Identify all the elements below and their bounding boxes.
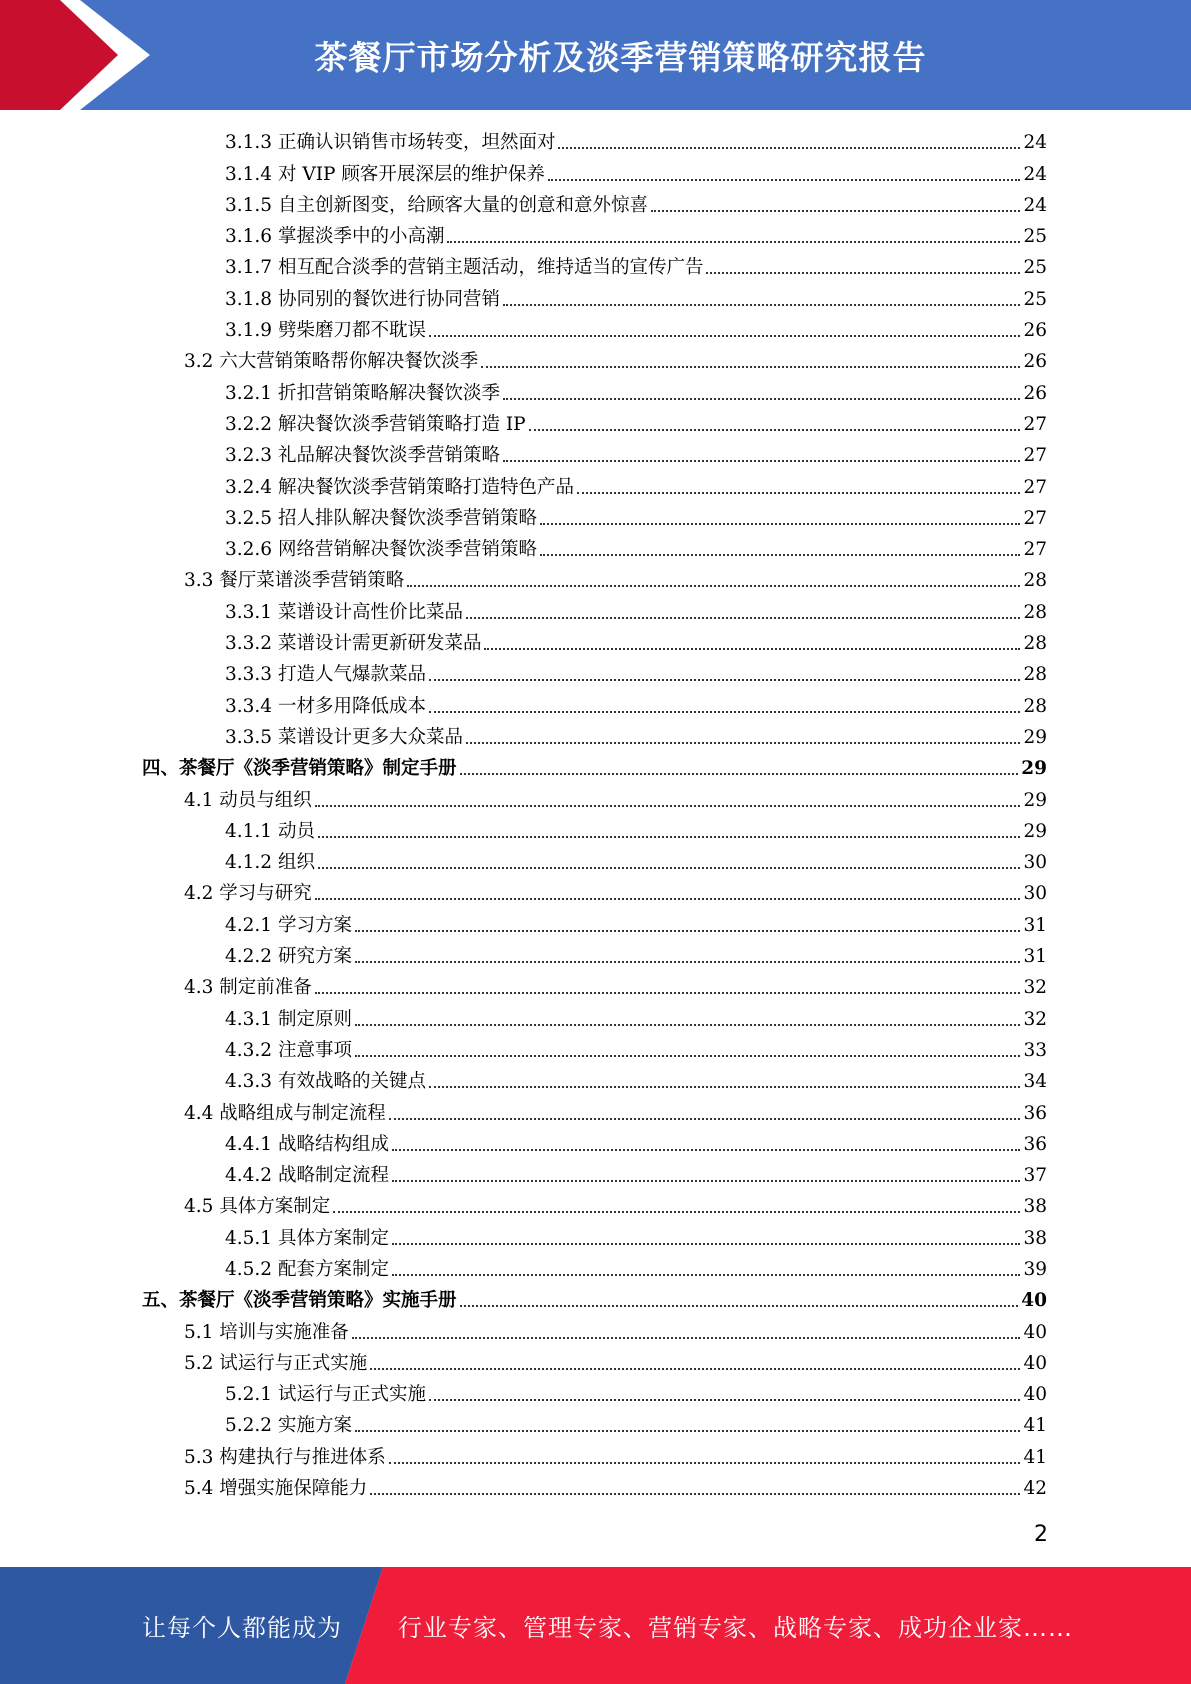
footer-slogan-left: 让每个人都能成为 (142, 1614, 342, 1642)
toc-entry-page: 27 (1023, 507, 1047, 529)
toc-entry-title: 4.1.2 组织 (225, 852, 315, 874)
toc-dot-leader (315, 992, 1021, 994)
toc-entry[interactable] (142, 690, 1047, 721)
toc-entry-title: 3.1.4 对 VIP 顾客开展深层的维护保养 (225, 163, 545, 185)
toc-dot-leader (370, 1493, 1020, 1495)
toc-entry[interactable] (142, 753, 1047, 784)
toc-entry-page: 33 (1023, 1039, 1047, 1061)
toc-entry-page: 27 (1023, 413, 1047, 435)
toc-dot-leader (540, 554, 1020, 556)
toc-entry-page: 25 (1023, 288, 1047, 310)
toc-entry-title: 5.2.2 实施方案 (225, 1415, 352, 1437)
toc-dot-leader (355, 930, 1021, 932)
toc-entry-title: 四、茶餐厅《淡季营销策略》制定手册 (142, 758, 457, 780)
document-title: 茶餐厅市场分析及淡季营销策略研究报告 (314, 37, 927, 77)
toc-entry[interactable] (142, 1316, 1047, 1347)
toc-entry-page: 28 (1023, 695, 1047, 717)
footer-slogan-right: 行业专家、管理专家、营销专家、战略专家、成功企业家…… (398, 1614, 1073, 1642)
toc-dot-leader (333, 1211, 1020, 1213)
toc-entry-page: 28 (1023, 570, 1047, 592)
toc-entry-page: 29 (1023, 726, 1047, 748)
toc-entry-title: 3.2.6 网络营销解决餐饮淡季营销策略 (225, 539, 537, 561)
toc-entry-title: 3.2.5 招人排队解决餐饮淡季营销策略 (225, 507, 537, 529)
toc-entry[interactable] (142, 1066, 1047, 1097)
toc-entry-page: 28 (1023, 664, 1047, 686)
toc-entry-title: 3.3 餐厅菜谱淡季营销策略 (184, 570, 405, 592)
toc-dot-leader (429, 711, 1020, 713)
toc-entry-page: 27 (1023, 539, 1047, 561)
toc-entry-title: 4.1 动员与组织 (184, 789, 312, 811)
toc-entry-title: 5.4 增强实施保障能力 (184, 1478, 368, 1500)
toc-entry-page: 29 (1021, 758, 1047, 780)
toc-entry[interactable] (142, 1441, 1047, 1472)
toc-entry-title: 3.3.4 一材多用降低成本 (225, 695, 426, 717)
toc-entry[interactable] (142, 847, 1047, 878)
toc-dot-leader (484, 648, 1020, 650)
toc-dot-leader (466, 617, 1020, 619)
page-header (0, 0, 1191, 110)
toc-entry[interactable] (142, 440, 1047, 471)
toc-entry[interactable] (142, 190, 1047, 221)
toc-entry-title: 3.3.2 菜谱设计需更新研发菜品 (225, 633, 482, 655)
toc-entry[interactable] (142, 346, 1047, 377)
toc-entry-title: 3.1.5 自主创新图变，给顾客大量的创意和意外惊喜 (225, 194, 648, 216)
toc-entry-title: 3.2 六大营销策略帮你解决餐饮淡季 (184, 351, 479, 373)
toc-dot-leader (315, 898, 1021, 900)
toc-entry-title: 4.2.1 学习方案 (225, 914, 352, 936)
toc-dot-leader (429, 1399, 1020, 1401)
toc-entry-page: 36 (1023, 1102, 1047, 1124)
toc-entry[interactable] (142, 659, 1047, 690)
toc-entry-page: 37 (1023, 1165, 1047, 1187)
toc-entry-title: 3.1.3 正确认识销售市场转变，坦然面对 (225, 132, 556, 154)
toc-entry-title: 4.3 制定前准备 (184, 977, 312, 999)
toc-entry-title: 3.3.3 打造人气爆款菜品 (225, 664, 426, 686)
toc-entry-title: 3.2.2 解决餐饮淡季营销策略打造 IP (225, 413, 526, 435)
toc-entry-page: 29 (1023, 789, 1047, 811)
toc-dot-leader (355, 1024, 1021, 1026)
toc-entry-page: 34 (1023, 1071, 1047, 1093)
toc-entry-title: 3.1.9 劈柴磨刀都不耽误 (225, 320, 426, 342)
toc-entry-title: 3.1.7 相互配合淡季的营销主题活动，维持适当的宣传广告 (225, 257, 704, 279)
toc-entry[interactable] (142, 221, 1047, 252)
toc-entry[interactable] (142, 909, 1047, 940)
toc-entry-title: 3.2.4 解决餐饮淡季营销策略打造特色产品 (225, 476, 574, 498)
toc-entry-page: 27 (1023, 445, 1047, 467)
toc-entry-page: 28 (1023, 601, 1047, 623)
toc-entry-title: 5.3 构建执行与推进体系 (184, 1446, 386, 1468)
toc-entry-title: 4.2 学习与研究 (184, 883, 312, 905)
toc-entry-title: 5.2.1 试运行与正式实施 (225, 1384, 426, 1406)
toc-entry-page: 40 (1021, 1290, 1047, 1312)
toc-entry[interactable] (142, 315, 1047, 346)
toc-entry-page: 29 (1023, 820, 1047, 842)
toc-entry-title: 4.4.1 战略结构组成 (225, 1133, 389, 1155)
toc-dot-leader (392, 1274, 1020, 1276)
toc-entry[interactable] (142, 1379, 1047, 1410)
toc-entry[interactable] (142, 1191, 1047, 1222)
toc-dot-leader (392, 1180, 1020, 1182)
toc-entry-page: 36 (1023, 1133, 1047, 1155)
toc-entry-title: 5.1 培训与实施准备 (184, 1321, 349, 1343)
page-footer (0, 1567, 1191, 1684)
toc-entry[interactable] (142, 596, 1047, 627)
toc-entry-page: 39 (1023, 1258, 1047, 1280)
toc-dot-leader (407, 585, 1020, 587)
toc-dot-leader (389, 1462, 1021, 1464)
toc-dot-leader (355, 1055, 1021, 1057)
toc-entry-title: 3.1.8 协同别的餐饮进行协同营销 (225, 288, 500, 310)
toc-entry[interactable] (142, 878, 1047, 909)
toc-entry-page: 38 (1023, 1196, 1047, 1218)
toc-dot-leader (429, 1086, 1020, 1088)
toc-entry-page: 32 (1023, 1008, 1047, 1030)
toc-entry-title: 4.5 具体方案制定 (184, 1196, 331, 1218)
toc-entry-title: 3.2.3 礼品解决餐饮淡季营销策略 (225, 445, 500, 467)
toc-entry-title: 3.1.6 掌握淡季中的小高潮 (225, 226, 445, 248)
toc-entry-title: 4.3.3 有效战略的关键点 (225, 1071, 426, 1093)
toc-entry-page: 24 (1023, 163, 1047, 185)
toc-entry[interactable] (142, 471, 1047, 502)
toc-dot-leader (392, 1243, 1020, 1245)
toc-entry[interactable] (142, 1003, 1047, 1034)
toc-dot-leader (651, 210, 1020, 212)
toc-dot-leader (460, 773, 1019, 775)
toc-entry-title: 3.2.1 折扣营销策略解决餐饮淡季 (225, 382, 500, 404)
toc-entry-page: 24 (1023, 194, 1047, 216)
toc-dot-leader (558, 147, 1020, 149)
toc-entry[interactable] (142, 1348, 1047, 1379)
toc-dot-leader (503, 460, 1020, 462)
toc-entry-page: 42 (1023, 1478, 1047, 1500)
toc-entry-page: 38 (1023, 1227, 1047, 1249)
toc-entry-page: 41 (1023, 1415, 1047, 1437)
toc-entry[interactable] (142, 972, 1047, 1003)
toc-entry[interactable] (142, 816, 1047, 847)
toc-dot-leader (529, 429, 1021, 431)
toc-entry-page: 25 (1023, 226, 1047, 248)
toc-entry[interactable] (142, 1160, 1047, 1191)
toc-entry-page: 26 (1023, 320, 1047, 342)
toc-entry[interactable] (142, 1222, 1047, 1253)
table-of-contents (142, 127, 1047, 1504)
toc-entry-title: 5.2 试运行与正式实施 (184, 1352, 368, 1374)
toc-dot-leader (389, 1118, 1021, 1120)
toc-entry-page: 31 (1023, 914, 1047, 936)
toc-entry-page: 31 (1023, 946, 1047, 968)
toc-entry[interactable] (142, 127, 1047, 158)
toc-entry-title: 五、茶餐厅《淡季营销策略》实施手册 (142, 1290, 457, 1312)
toc-entry[interactable] (142, 1097, 1047, 1128)
toc-dot-leader (460, 1305, 1019, 1307)
toc-dot-leader (548, 179, 1021, 181)
toc-entry-page: 40 (1023, 1352, 1047, 1374)
toc-entry[interactable] (142, 1254, 1047, 1285)
toc-entry-title: 4.5.1 具体方案制定 (225, 1227, 389, 1249)
toc-entry-page: 28 (1023, 633, 1047, 655)
toc-entry[interactable] (142, 784, 1047, 815)
toc-entry[interactable] (142, 1035, 1047, 1066)
toc-entry-page: 30 (1023, 852, 1047, 874)
toc-entry-page: 30 (1023, 883, 1047, 905)
toc-dot-leader (429, 335, 1020, 337)
toc-dot-leader (429, 679, 1020, 681)
toc-entry-title: 4.4.2 战略制定流程 (225, 1165, 389, 1187)
toc-dot-leader (577, 492, 1020, 494)
toc-entry-page: 25 (1023, 257, 1047, 279)
toc-entry-page: 32 (1023, 977, 1047, 999)
toc-entry-title: 4.2.2 研究方案 (225, 946, 352, 968)
toc-entry[interactable] (142, 252, 1047, 283)
toc-entry[interactable] (142, 1129, 1047, 1160)
toc-dot-leader (355, 1430, 1021, 1432)
toc-entry-page: 24 (1023, 132, 1047, 154)
toc-entry[interactable] (142, 722, 1047, 753)
toc-entry[interactable] (142, 941, 1047, 972)
toc-entry-title: 4.3.1 制定原则 (225, 1008, 352, 1030)
toc-entry[interactable] (142, 565, 1047, 596)
toc-dot-leader (318, 867, 1021, 869)
toc-entry[interactable] (142, 1473, 1047, 1504)
page-number: 2 (1034, 1522, 1048, 1547)
toc-dot-leader (318, 836, 1021, 838)
toc-dot-leader (540, 523, 1020, 525)
toc-dot-leader (392, 1149, 1020, 1151)
toc-entry[interactable] (142, 503, 1047, 534)
toc-entry[interactable] (142, 1410, 1047, 1441)
header-arrow-graphic (0, 0, 160, 110)
toc-entry-title: 3.3.5 菜谱设计更多大众菜品 (225, 726, 463, 748)
toc-entry[interactable] (142, 158, 1047, 189)
toc-entry[interactable] (142, 283, 1047, 314)
toc-entry[interactable] (142, 377, 1047, 408)
toc-entry-page: 41 (1023, 1446, 1047, 1468)
toc-dot-leader (706, 272, 1020, 274)
toc-entry-page: 40 (1023, 1384, 1047, 1406)
toc-dot-leader (370, 1368, 1020, 1370)
toc-entry-page: 27 (1023, 476, 1047, 498)
toc-entry-title: 4.3.2 注意事项 (225, 1039, 352, 1061)
toc-entry-page: 40 (1023, 1321, 1047, 1343)
toc-dot-leader (466, 742, 1020, 744)
toc-entry[interactable] (142, 1285, 1047, 1316)
toc-entry[interactable] (142, 628, 1047, 659)
toc-entry-page: 26 (1023, 382, 1047, 404)
toc-entry-title: 3.3.1 菜谱设计高性价比菜品 (225, 601, 463, 623)
toc-dot-leader (355, 961, 1021, 963)
toc-dot-leader (352, 1337, 1021, 1339)
toc-dot-leader (481, 366, 1020, 368)
toc-dot-leader (503, 304, 1020, 306)
toc-dot-leader (315, 805, 1021, 807)
toc-entry-title: 4.1.1 动员 (225, 820, 315, 842)
toc-entry-title: 4.4 战略组成与制定流程 (184, 1102, 386, 1124)
toc-entry-page: 26 (1023, 351, 1047, 373)
toc-entry-title: 4.5.2 配套方案制定 (225, 1258, 389, 1280)
toc-entry[interactable] (142, 409, 1047, 440)
toc-entry[interactable] (142, 534, 1047, 565)
toc-dot-leader (447, 241, 1020, 243)
toc-dot-leader (503, 398, 1020, 400)
